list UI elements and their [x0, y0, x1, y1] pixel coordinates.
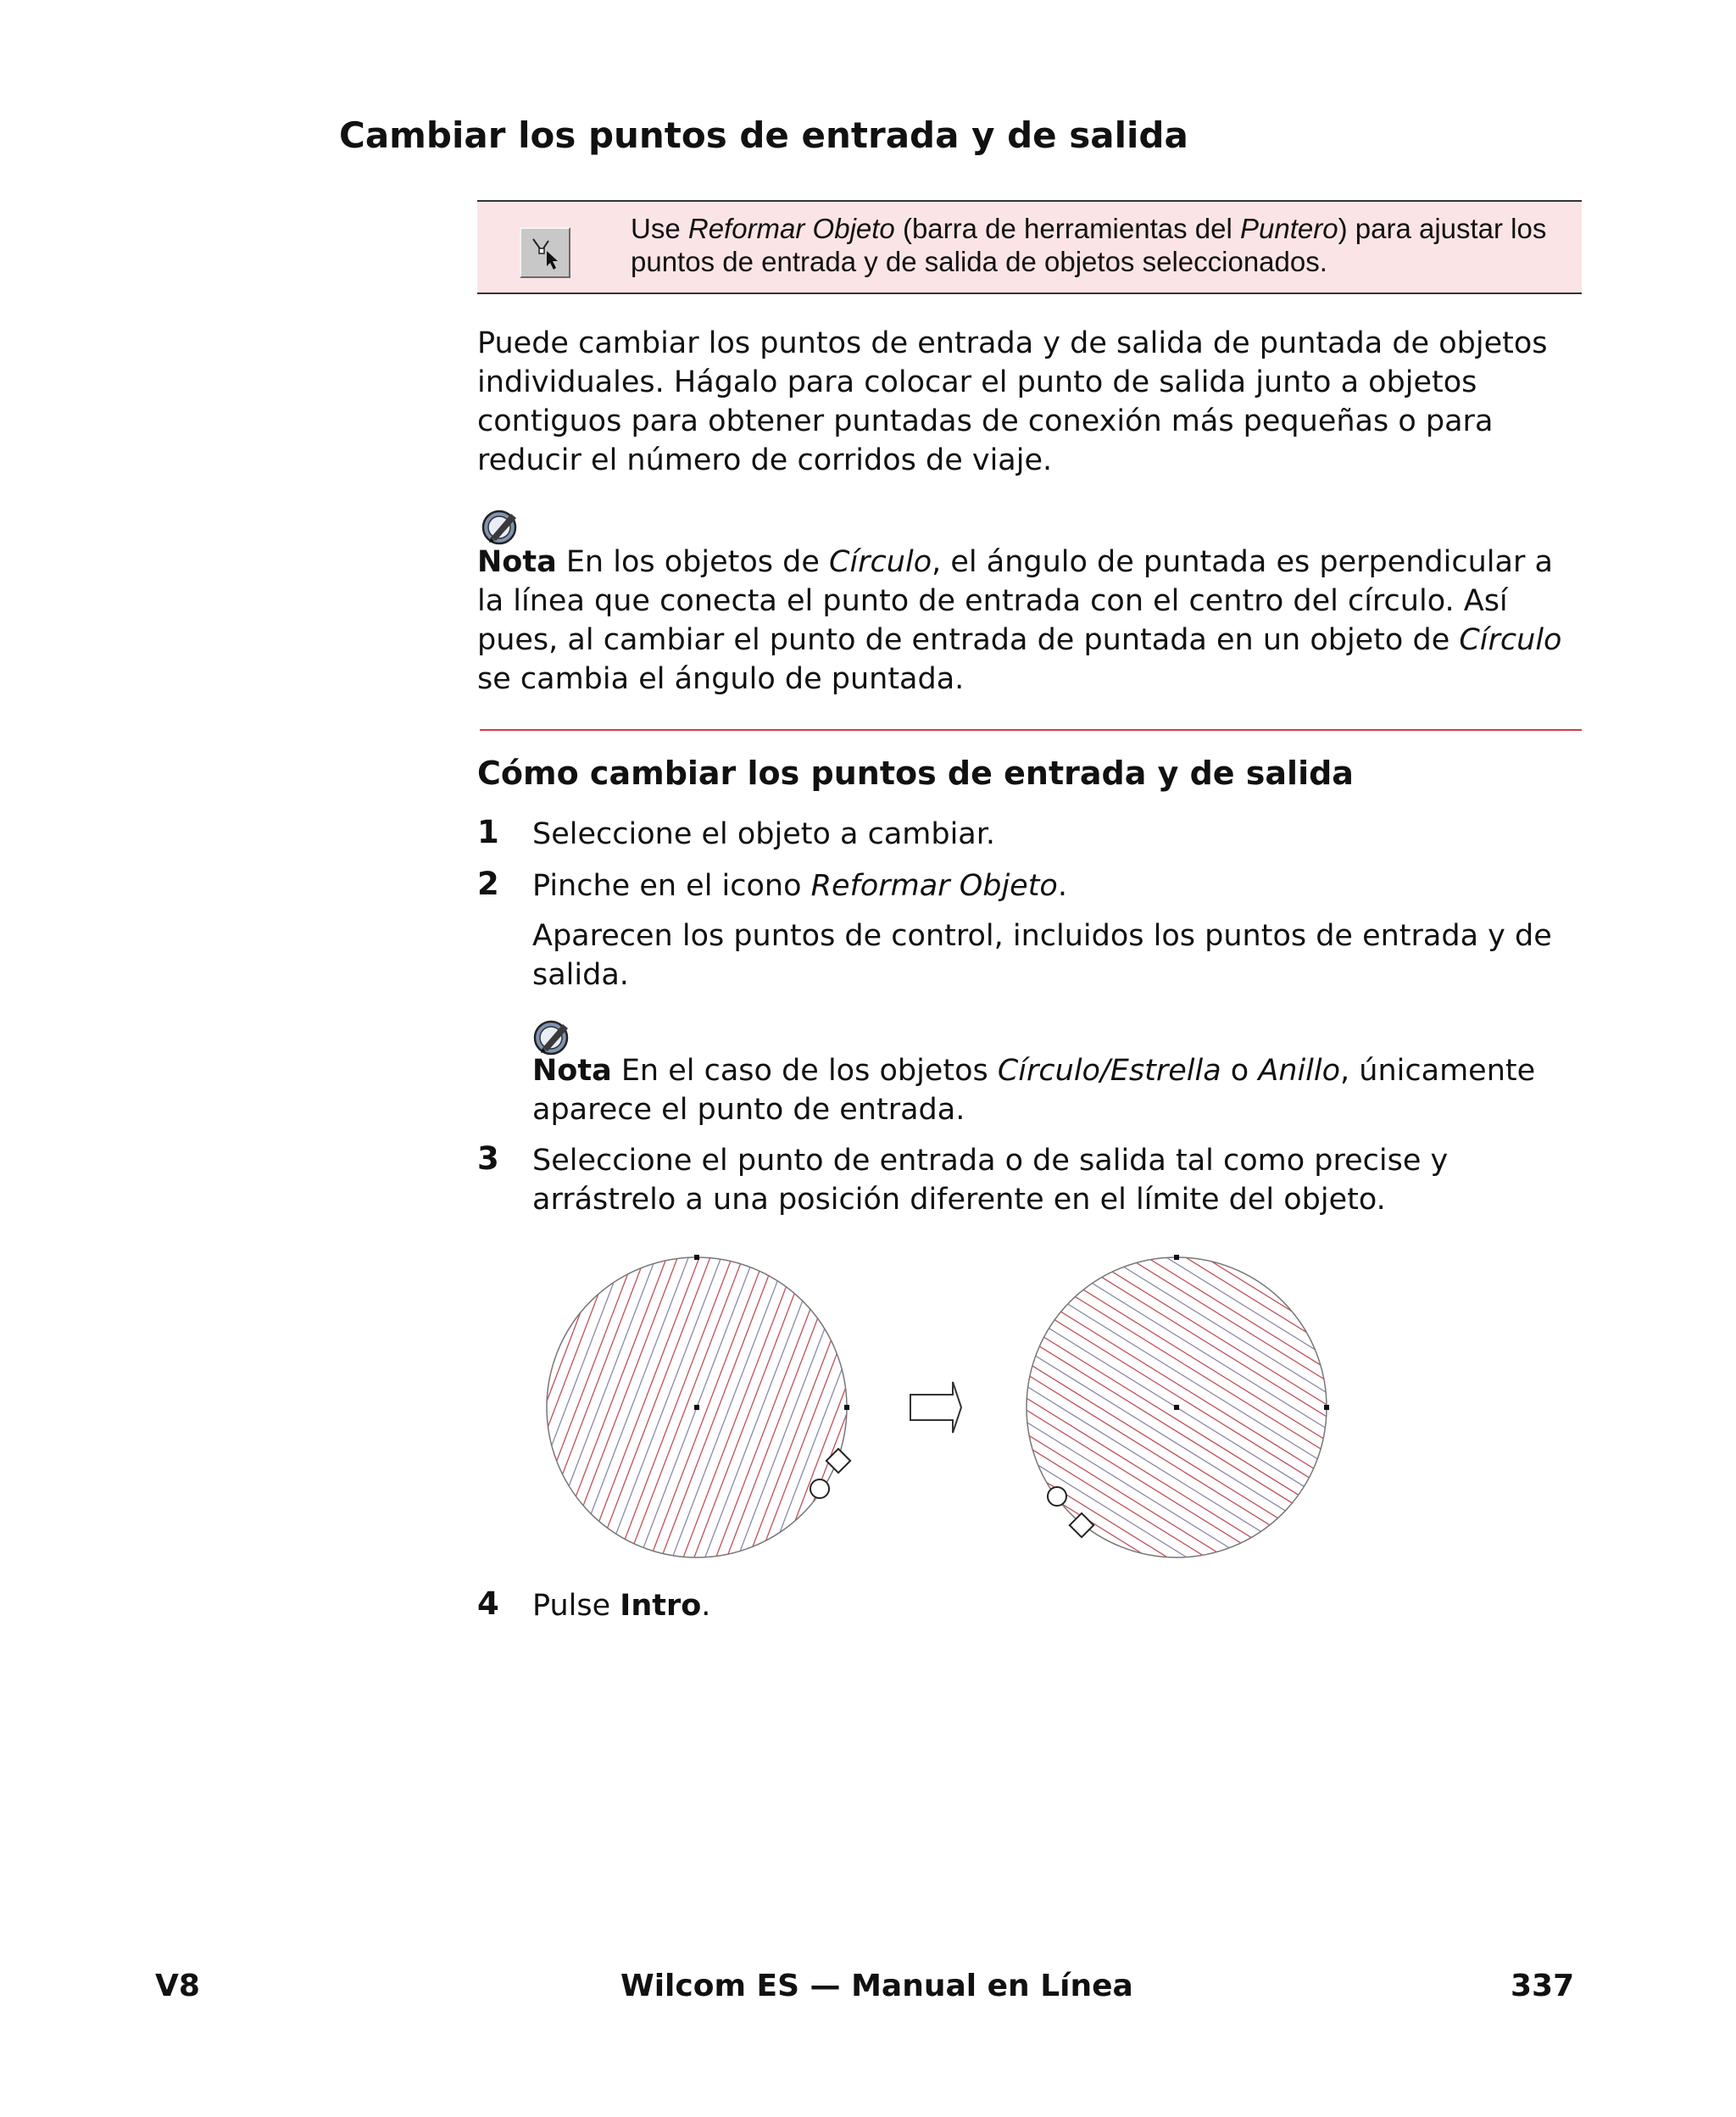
stitch-line	[809, 1273, 965, 1568]
stitch-line	[1139, 1246, 1365, 1281]
stitch-line	[930, 1386, 1305, 1568]
stitch-line	[899, 1438, 1273, 1568]
stitch-line	[534, 1246, 585, 1541]
reshape-object-icon	[520, 227, 570, 278]
stitch-line	[571, 1246, 728, 1568]
circle-before-icon	[534, 1246, 1060, 1568]
stitch-line	[534, 1246, 689, 1568]
stitch-line	[761, 1256, 918, 1568]
step-number: 2	[477, 866, 499, 902]
step-text: Pulse Intro.	[532, 1589, 711, 1623]
stitch-line	[827, 1281, 984, 1568]
stitch-line	[936, 1378, 1310, 1568]
stitch-line	[1091, 1246, 1365, 1359]
stitch-line	[1086, 1246, 1365, 1368]
stitch-line	[962, 1334, 1337, 1567]
step-result: Aparecen los puntos de control, incluidos los puntos de entrada y de salida.	[532, 919, 1552, 992]
stitch-line	[856, 1292, 1013, 1568]
stitch-line	[1128, 1246, 1365, 1299]
stitch-line	[723, 1246, 880, 1568]
stitch-line	[876, 1299, 1032, 1568]
stitch-line	[534, 1246, 547, 1527]
step-number: 3	[477, 1140, 499, 1177]
stitch-line	[865, 1295, 1022, 1568]
stitch-line	[1134, 1246, 1365, 1290]
footer-page-number: 337	[1511, 1969, 1575, 2003]
tip-box	[477, 200, 1582, 294]
stitch-line	[837, 1284, 994, 1568]
step-text: Seleccione el objeto a cambiar.	[532, 817, 996, 851]
section-divider	[480, 729, 1582, 731]
stitch-line	[984, 1300, 1359, 1532]
stitch-line	[534, 1246, 632, 1559]
stitch-line	[968, 1326, 1343, 1558]
stitch-line	[1112, 1246, 1365, 1324]
stitch-line	[534, 1246, 576, 1538]
stitch-line	[904, 1310, 1060, 1568]
note-pencil-icon	[481, 507, 521, 548]
stitch-line	[534, 1246, 670, 1568]
step-text: Pinche en el icono Reformar Objeto.	[532, 869, 1067, 903]
circle-after-icon	[828, 1246, 1365, 1568]
stitch-line	[1107, 1246, 1365, 1334]
step-number: 1	[477, 814, 499, 850]
stitch-line	[885, 1302, 1042, 1568]
step-number: 4	[477, 1585, 499, 1622]
stitch-line	[957, 1343, 1332, 1568]
stitch-line	[1150, 1246, 1365, 1264]
stitch-line	[752, 1252, 909, 1568]
stitch-line	[1027, 1246, 1365, 1463]
stitch-line	[534, 1246, 652, 1567]
stitch-line	[534, 1246, 604, 1548]
procedure-title: Cómo cambiar los puntos de entrada y de salida	[477, 755, 1354, 792]
footer-version: V8	[155, 1969, 200, 2003]
stitch-line	[647, 1246, 804, 1568]
stitch-line	[1049, 1246, 1365, 1429]
stitch-line	[534, 1246, 566, 1534]
stitch-line	[1038, 1246, 1365, 1446]
stitch-line	[855, 1507, 1230, 1568]
stitch-line	[534, 1246, 537, 1523]
stitch-line	[1118, 1246, 1365, 1316]
stitch-line	[732, 1246, 889, 1568]
stitch-line	[978, 1308, 1353, 1540]
note-1: Nota En los objetos de Círculo, el ángulo de puntada es perpendicular a la línea que conecta el punto de entrada con el centro del círculo. Así pues, al cambiar el punto de entrada de puntada en un objeto de Círculo se cambia el ángulo de puntada.	[477, 545, 1562, 696]
stitch-line	[704, 1246, 861, 1568]
stitch-line	[1102, 1246, 1365, 1342]
stitch-line	[994, 1283, 1365, 1515]
footer-title: Wilcom ES — Manual en Línea	[620, 1969, 1133, 2003]
intro-paragraph: Puede cambiar los puntos de entrada y de salida de puntada de objetos individuales. Hágalo para colocar el punto de salida junto a objetos contiguos para obtener puntadas de conexión más pequeñas o para reducir el número de corridos de viaje.	[477, 326, 1548, 477]
stitch-line	[1065, 1246, 1365, 1402]
stitch-line	[1043, 1246, 1365, 1437]
stitch-line	[876, 1473, 1251, 1568]
arrow-right-icon	[910, 1382, 961, 1433]
stitch-line	[847, 1288, 1004, 1568]
stitch-line	[882, 1464, 1257, 1568]
note-2: Nota En el caso de los objetos Círculo/Estrella o Anillo, únicamente aparece el punto de entrada.	[532, 1054, 1536, 1127]
stitch-line	[1021, 1246, 1365, 1472]
stitch-line	[590, 1246, 747, 1568]
stitch-line	[828, 1551, 1203, 1568]
stitch-line	[637, 1246, 794, 1568]
stitch-line	[599, 1246, 756, 1568]
stitch-line	[742, 1248, 899, 1568]
stitch-line	[657, 1246, 814, 1568]
stitch-line	[666, 1246, 823, 1568]
stitch-line	[894, 1306, 1051, 1568]
stitch-line	[1005, 1265, 1365, 1497]
stitch-line	[818, 1277, 975, 1568]
stitch-line	[850, 1516, 1225, 1568]
stitch-line	[581, 1246, 737, 1568]
stitch-line	[534, 1246, 680, 1568]
step-text: Seleccione el punto de entrada o de salida tal como precise y arrástrelo a una posición diferente en el límite del objeto.	[532, 1144, 1449, 1217]
entry-exit-figure	[534, 1246, 1365, 1568]
page-title: Cambiar los puntos de entrada y de salida	[339, 114, 1188, 156]
stitch-line	[534, 1246, 556, 1530]
stitch-line	[1081, 1246, 1365, 1377]
stitch-line	[534, 1246, 642, 1563]
tip-text: Use Reformar Objeto (barra de herramientas del Puntero) para ajustar los puntos de entrada y de salida de objetos seleccionados.	[631, 213, 1547, 277]
